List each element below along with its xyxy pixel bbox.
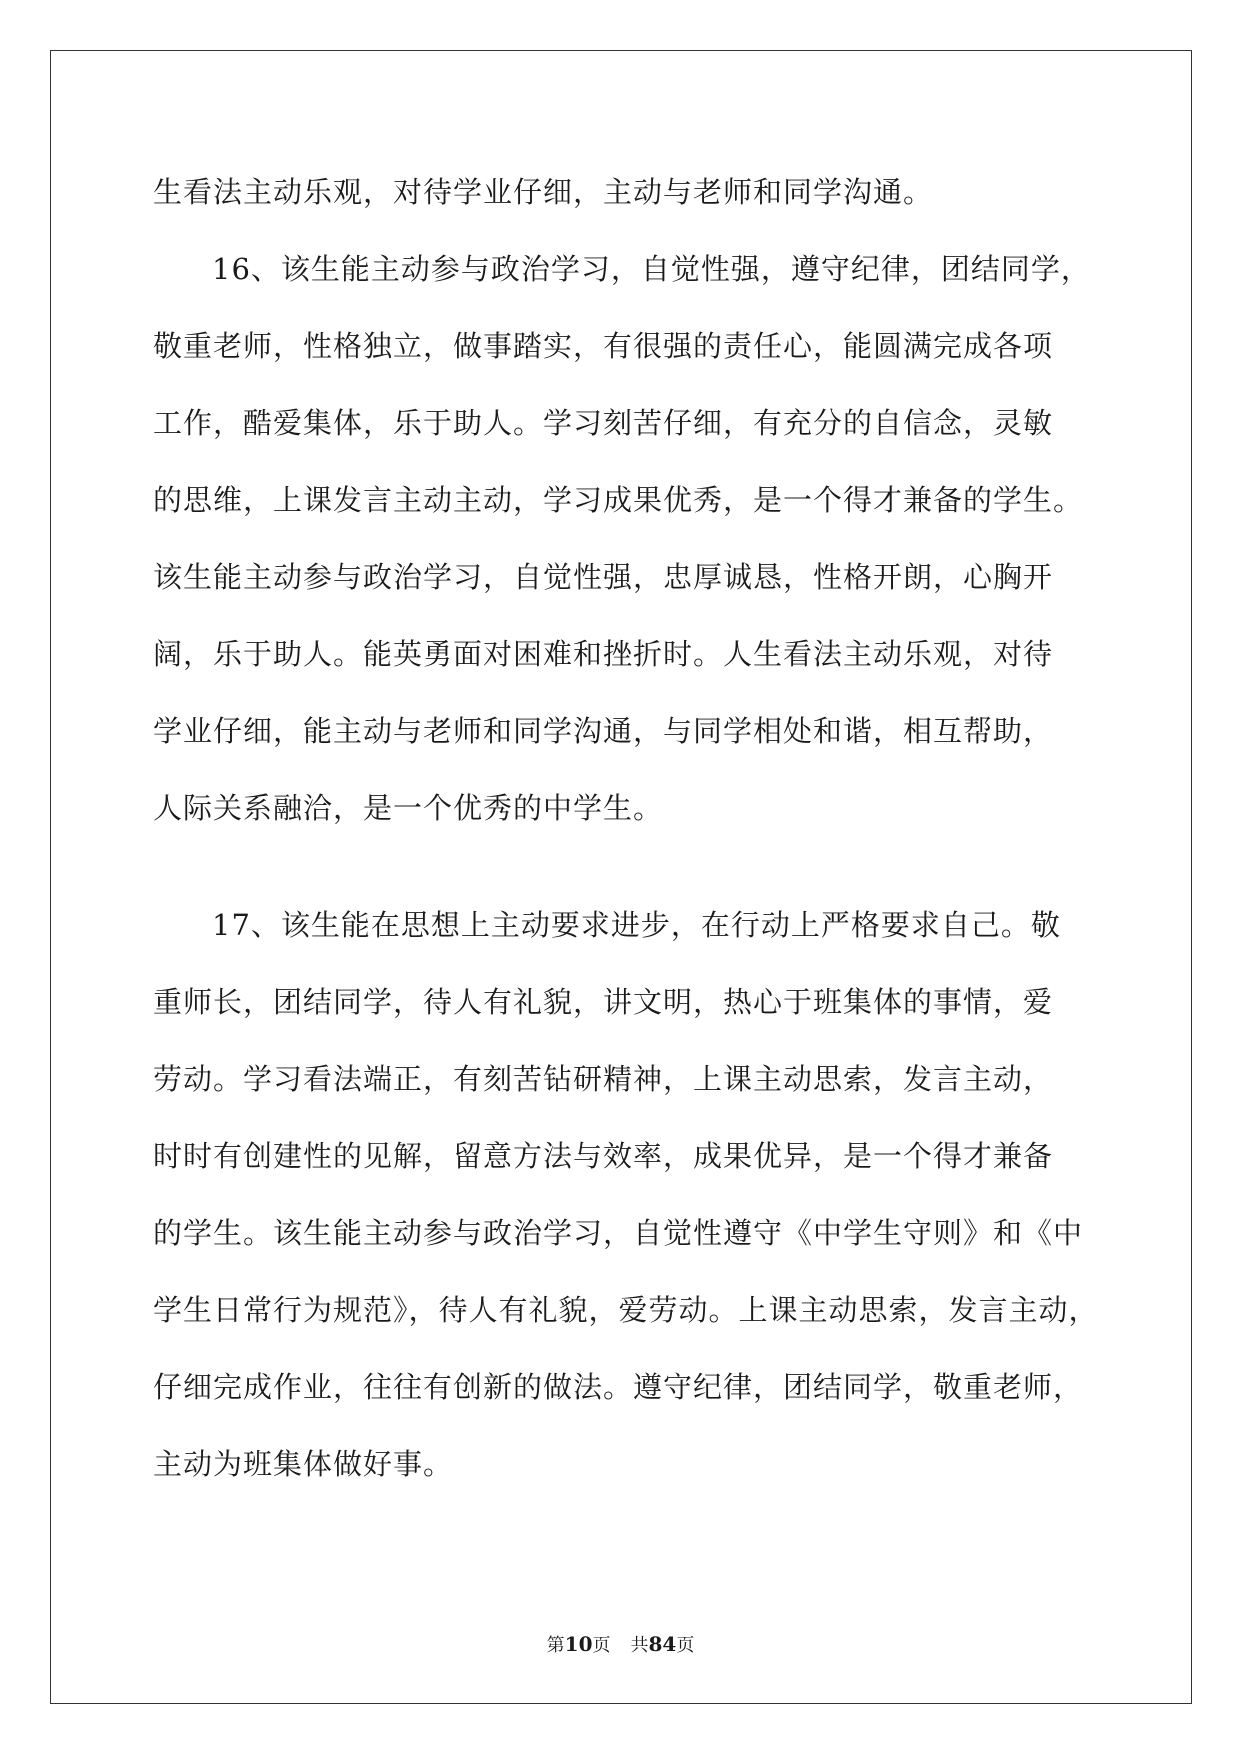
body-text-line: 重师长，团结同学，待人有礼貌，讲文明，热心于班集体的事情，爱 [153, 985, 1054, 1019]
page-number: 10 [564, 1632, 593, 1656]
body-text-line: 人际关系融洽，是一个优秀的中学生。 [153, 791, 664, 825]
total-suffix: 页 [676, 1635, 695, 1656]
body-text-line: 阔，乐于助人。能英勇面对困难和挫折时。人生看法主动乐观，对待 [153, 637, 1054, 671]
body-text-line: 工作，酷爱集体，乐于助人。学习刻苦仔细，有充分的自信念，灵敏 [153, 406, 1054, 440]
total-pages: 84 [648, 1632, 677, 1656]
body-text-line: 该生能主动参与政治学习，自觉性强，忠厚诚恳，性格开朗，心胸开 [153, 560, 1054, 594]
body-text-line: 学业仔细，能主动与老师和同学沟通，与同学相处和谐，相互帮助， [153, 714, 1054, 748]
page-suffix: 页 [592, 1635, 611, 1656]
body-text-line: 敬重老师，性格独立，做事踏实，有很强的责任心，能圆满完成各项 [153, 329, 1054, 363]
body-text-line: 劳动。学习看法端正，有刻苦钻研精神，上课主动思索，发言主动， [153, 1062, 1054, 1096]
body-text-line: 学生日常行为规范》，待人有礼貌，爱劳动。上课主动思索，发言主动， [153, 1293, 1099, 1327]
body-text-line: 主动为班集体做好事。 [153, 1447, 454, 1481]
body-text-line: 生看法主动乐观，对待学业仔细，主动与老师和同学沟通。 [153, 175, 934, 209]
body-text-line: 的思维，上课发言主动主动，学习成果优秀，是一个得才兼备的学生。 [153, 483, 1084, 517]
page-footer [0, 1633, 1241, 1657]
body-text-line: 的学生。该生能主动参与政治学习，自觉性遵守《中学生守则》和《中 [153, 1216, 1084, 1250]
body-text-line: 时时有创建性的见解，留意方法与效率，成果优异，是一个得才兼备 [153, 1139, 1054, 1173]
body-text-line: 16、该生能主动参与政治学习，自觉性强，遵守纪律，团结同学， [212, 252, 1091, 286]
total-prefix: 共 [630, 1635, 649, 1656]
body-text-line: 仔细完成作业，往往有创新的做法。遵守纪律，团结同学，敬重老师， [153, 1370, 1084, 1404]
body-text-line: 17、该生能在思想上主动要求进步，在行动上严格要求自己。敬 [212, 908, 1061, 942]
page-prefix: 第 [546, 1635, 565, 1656]
